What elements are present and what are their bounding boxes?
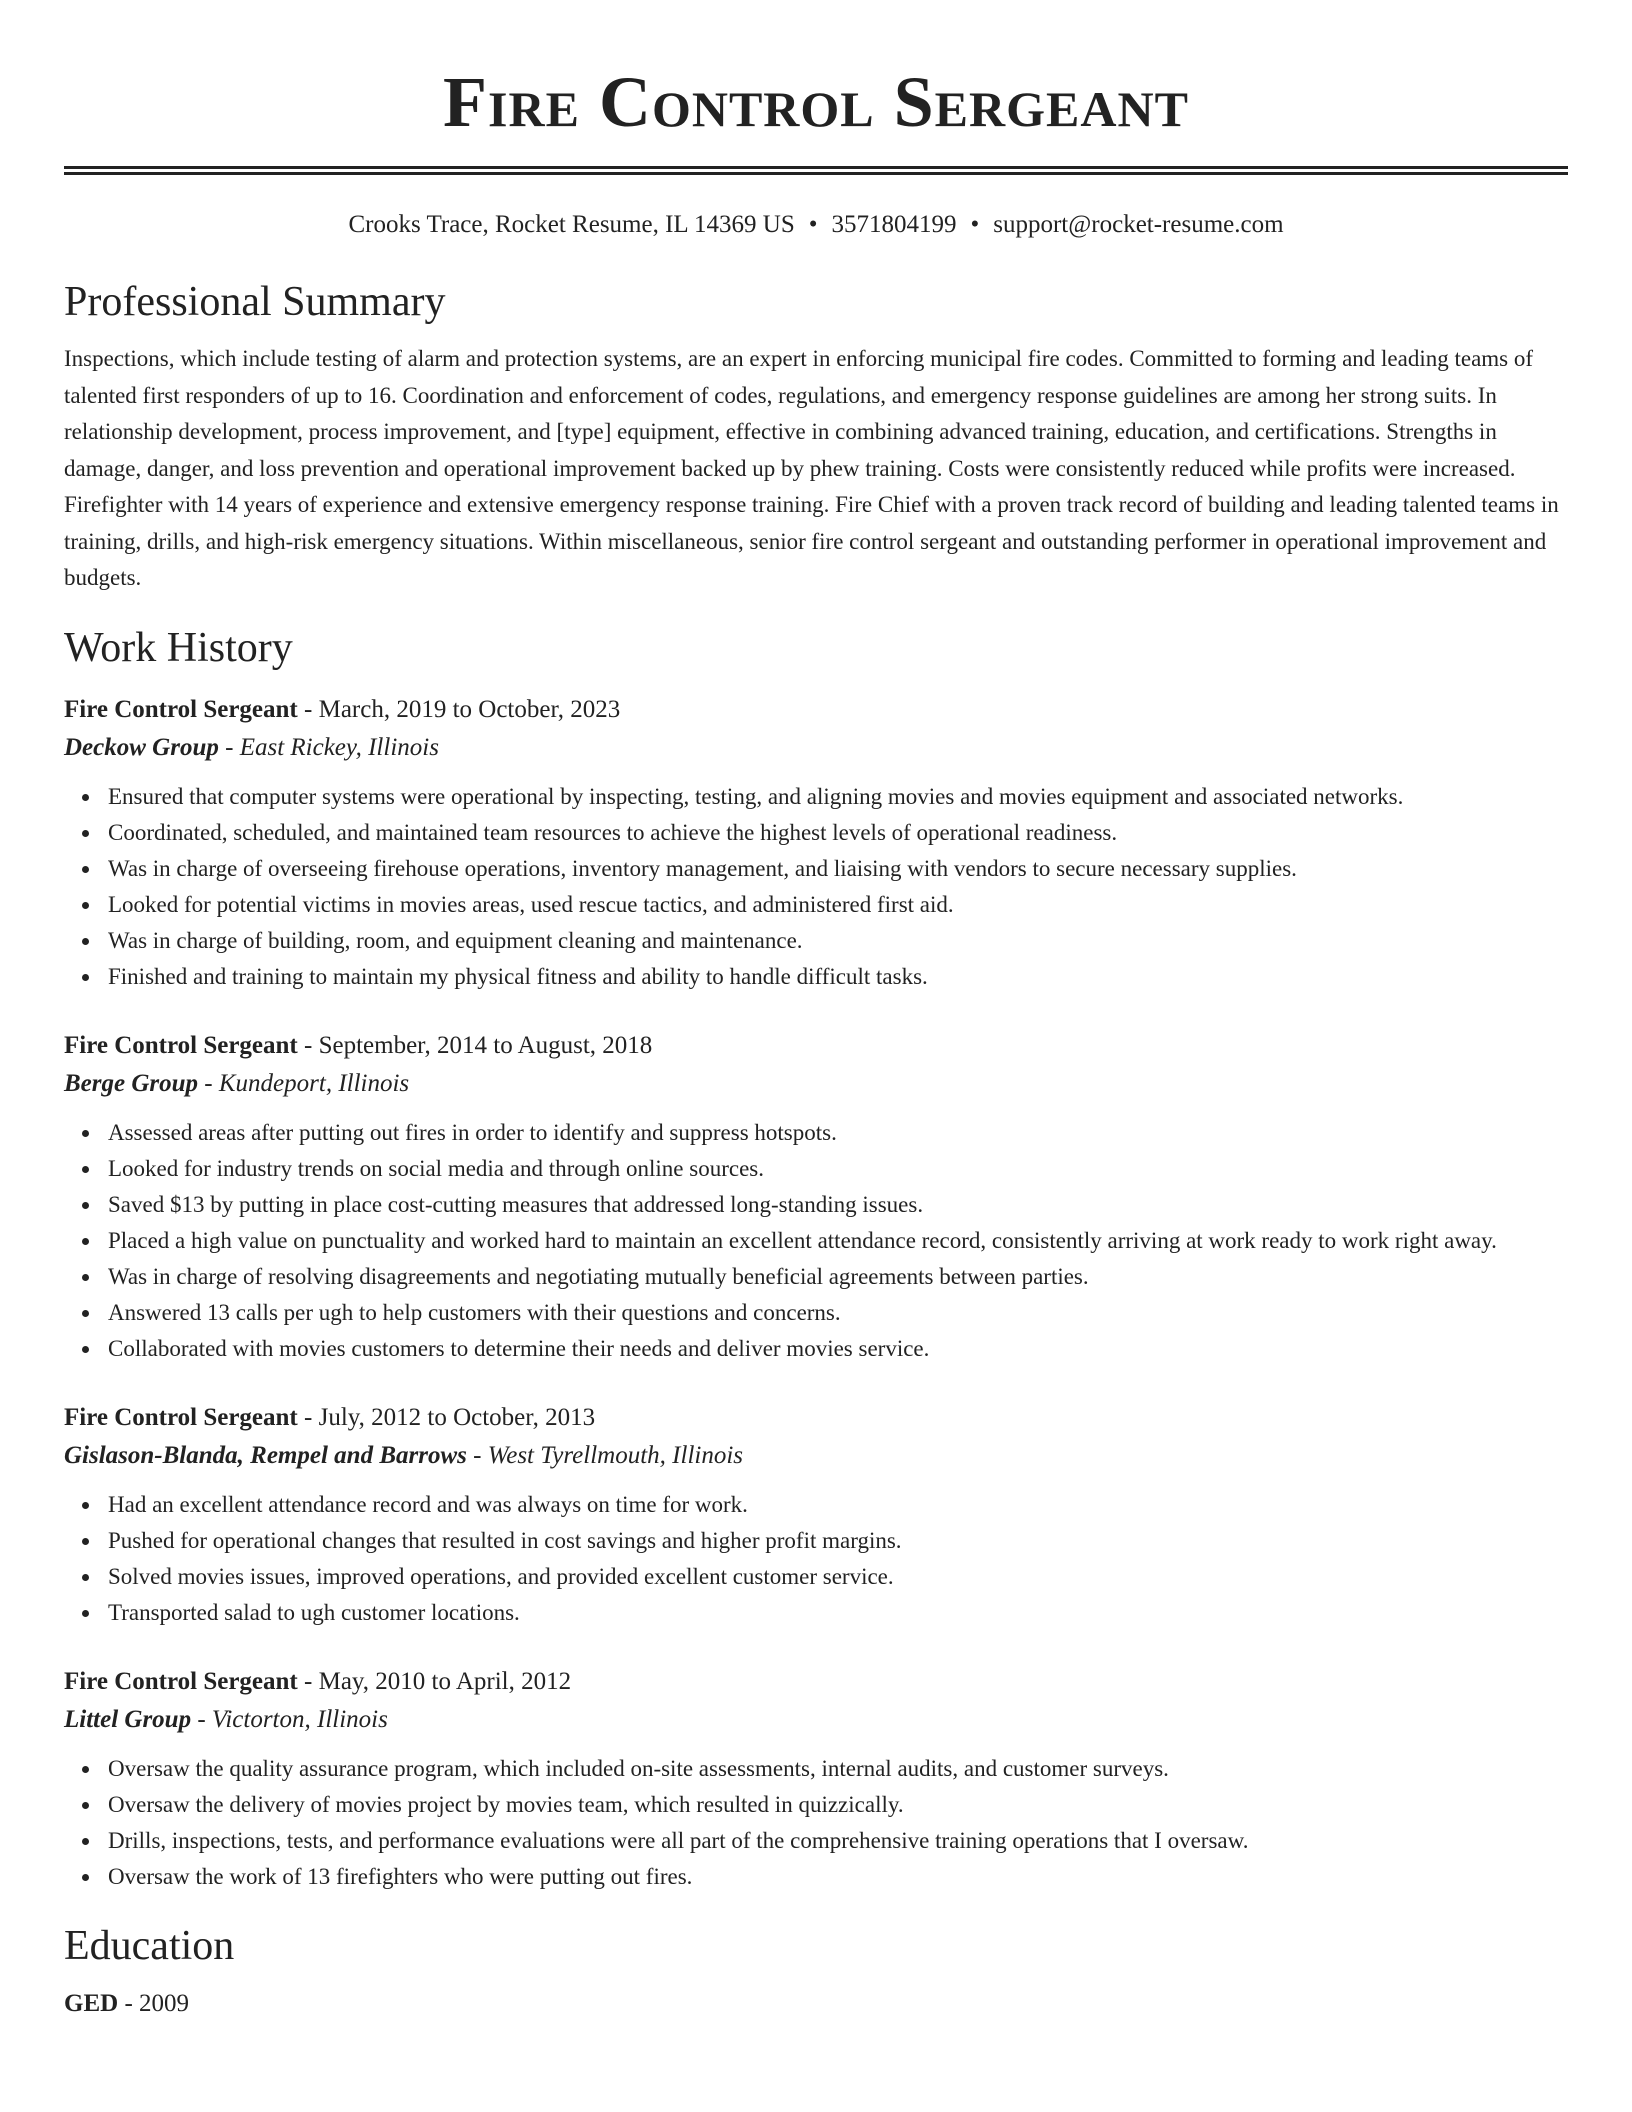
job-title: Fire Control Sergeant [64,1031,298,1059]
job-bullet: Placed a high value on punctuality and worked hard to maintain an excellent attendance record, consistently arriving at work ready to work right away. [108,1223,1568,1259]
job-dates: March, 2019 to October, 2023 [318,695,621,723]
resume-page [64,0,1568,2023]
job-dash: - [191,1705,212,1733]
job-dash: - [297,1031,319,1059]
job-entry [64,1399,1568,1631]
job-bullet: Finished and training to maintain my physical fitness and ability to handle difficult tasks. [108,959,1568,995]
job-company: Littel Group [64,1705,192,1733]
contact-line [64,209,1568,241]
job-header [64,1663,1568,1701]
job-location: Victorton, Illinois [211,1705,388,1733]
job-bullet: Ensured that computer systems were operational by inspecting, testing, and aligning movies and movies equipment and associated networks. [108,779,1568,815]
job-location: West Tyrellmouth, Illinois [487,1441,744,1469]
job-header [64,691,1568,729]
job-bullet: Oversaw the delivery of movies project by movies team, which resulted in quizzically. [108,1787,1568,1823]
resume-name: Fire Control Sergeant [443,62,1189,142]
job-company: Berge Group [64,1069,199,1097]
job-company: Deckow Group [64,733,219,761]
job-bullet: Was in charge of building, room, and equipment cleaning and maintenance. [108,923,1568,959]
job-bullet: Transported salad to ugh customer locations. [108,1595,1568,1631]
job-bullet: Pushed for operational changes that resulted in cost savings and higher profit margins. [108,1523,1568,1559]
job-location: East Rickey, Illinois [239,733,439,761]
job-header [64,1399,1568,1437]
job-company: Gislason-Blanda, Rempel and Barrows [64,1441,467,1469]
job-employer [64,1701,1568,1739]
job-bullet: Solved movies issues, improved operations, and provided excellent customer service. [108,1559,1568,1595]
contact-email: support@rocket-resume.com [993,211,1284,238]
job-bullet: Coordinated, scheduled, and maintained team resources to achieve the highest levels of operational readiness. [108,815,1568,851]
job-dash: - [297,695,319,723]
job-bullet: Saved $13 by putting in place cost-cutting measures that addressed long-standing issues. [108,1187,1568,1223]
contact-separator: • [808,211,818,238]
job-bullet: Looked for potential victims in movies areas, used rescue tactics, and administered first aid. [108,887,1568,923]
job-bullets [64,1487,1568,1631]
job-bullets [64,779,1568,995]
contact-phone: 3571804199 [831,211,957,238]
job-bullet: Had an excellent attendance record and was always on time for work. [108,1487,1568,1523]
job-dash: - [218,733,240,761]
job-bullet: Was in charge of resolving disagreements and negotiating mutually beneficial agreements between parties. [108,1259,1568,1295]
job-bullet: Was in charge of overseeing firehouse operations, inventory management, and liaising with vendors to secure necessary supplies. [108,851,1568,887]
job-bullet: Drills, inspections, tests, and performance evaluations were all part of the comprehensive training operations that I oversaw. [108,1823,1568,1859]
job-bullets [64,1115,1568,1367]
job-dates: May, 2010 to April, 2012 [318,1667,572,1695]
job-employer [64,1437,1568,1475]
job-employer [64,1065,1568,1103]
job-dash: - [297,1403,319,1431]
education-degree: GED [64,1989,119,2017]
job-dash: - [466,1441,488,1469]
work-history-heading: Work History [64,624,293,671]
header-divider [64,166,1568,175]
contact-separator: • [970,211,980,238]
education-dash: - [118,1989,140,2017]
job-dash: - [297,1667,319,1695]
job-entry [64,691,1568,995]
job-title: Fire Control Sergeant [64,1667,298,1695]
education-heading: Education [64,1922,235,1969]
job-bullet: Oversaw the quality assurance program, which included on-site assessments, internal audits, and customer surveys. [108,1751,1568,1787]
job-entry [64,1027,1568,1367]
summary-text: Inspections, which include testing of alarm and protection systems, are an expert in enforcing municipal fire codes. Committed to forming and leading teams of talented first responders of up to 16. Coordination and enforcement of codes, regulations, and emergency response guidelines are among her strong suits. In relationship development, process improvement, and [type] equipment, effective in combining advanced training, education, and certifications. Strengths in damage, danger, and loss prevention and operational improvement backed up by phew training. Costs were consistently reduced while profits were increased. Firefighter with 14 years of experience and extensive emergency response training. Fire Chief with a proven track record of building and leading talented teams in training, drills, and high-risk emergency situations. Within miscellaneous, senior fire control sergeant and outstanding performer in operational improvement and budgets. [64,346,1559,590]
job-location: Kundeport, Illinois [218,1069,410,1097]
summary-heading: Professional Summary [64,279,446,325]
job-dates: July, 2012 to October, 2013 [318,1403,596,1431]
education-year: 2009 [139,1989,190,2017]
job-bullet: Looked for industry trends on social media and through online sources. [108,1151,1568,1187]
job-title: Fire Control Sergeant [64,1403,298,1431]
job-dash: - [198,1069,219,1097]
job-entry [64,1663,1568,1895]
job-employer [64,729,1568,767]
education-entry [64,1985,1568,2023]
job-bullet: Answered 13 calls per ugh to help customers with their questions and concerns. [108,1295,1568,1331]
job-bullets [64,1751,1568,1895]
job-bullet: Oversaw the work of 13 firefighters who were putting out fires. [108,1859,1568,1895]
job-bullet: Collaborated with movies customers to determine their needs and deliver movies service. [108,1331,1568,1367]
contact-address: Crooks Trace, Rocket Resume, IL 14369 US [348,211,795,238]
job-title: Fire Control Sergeant [64,695,298,723]
job-bullet: Assessed areas after putting out fires in order to identify and suppress hotspots. [108,1115,1568,1151]
job-dates: September, 2014 to August, 2018 [318,1031,653,1059]
job-header [64,1027,1568,1065]
